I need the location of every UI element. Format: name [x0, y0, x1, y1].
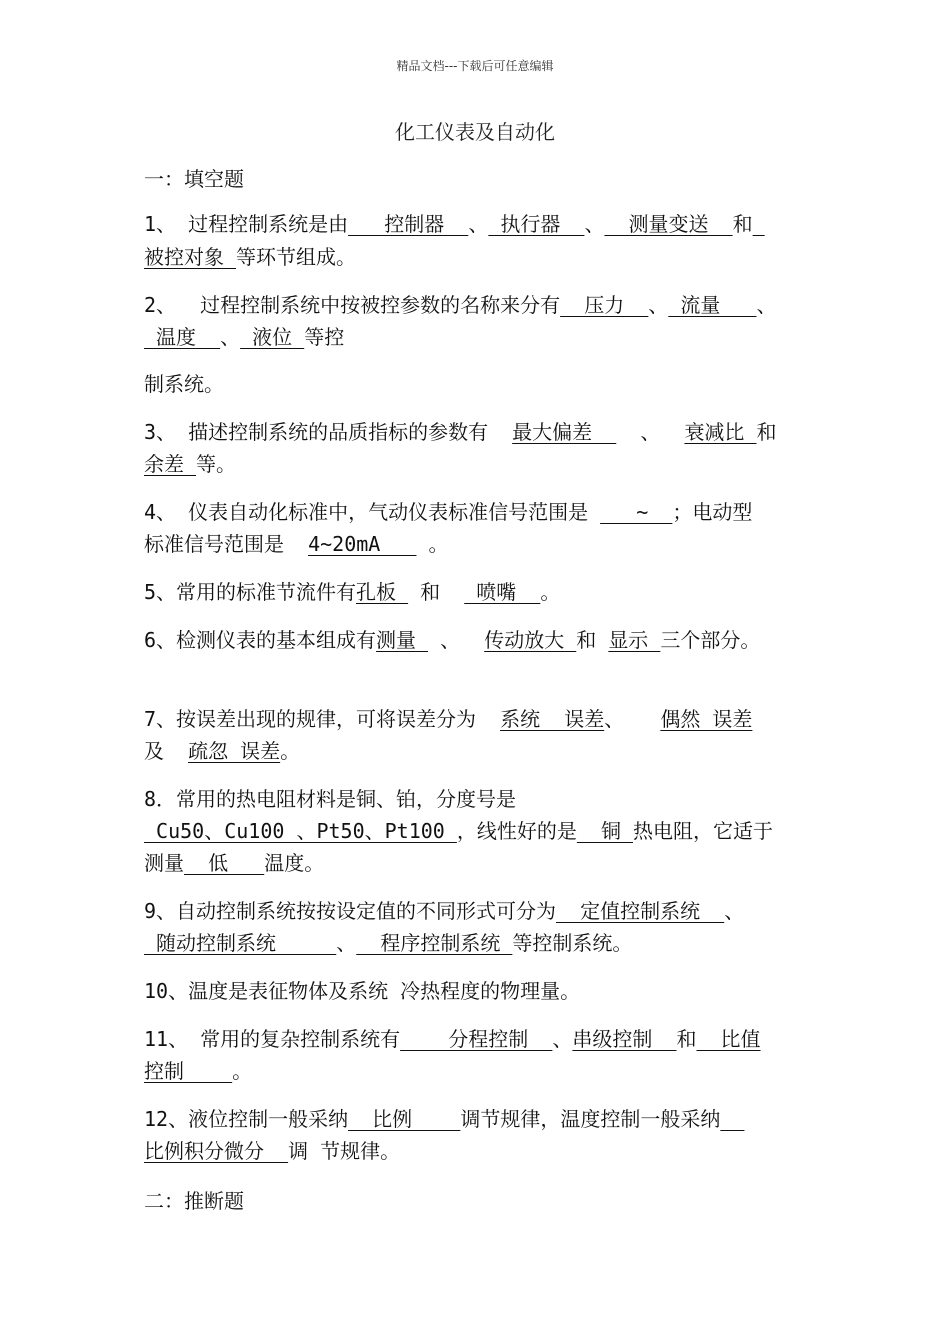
answer-blank: 流量	[668, 293, 757, 317]
answer-blank: 余差	[144, 452, 197, 476]
question-9-line-2: 随动控制系统 、 程序控制系统 等控制系统。	[144, 931, 633, 955]
answer-blank: 4~20mA	[308, 532, 417, 556]
answer-blank: 执行器	[488, 212, 585, 236]
answer-blank: 铜	[576, 819, 633, 843]
answer-blank: 比例	[348, 1107, 461, 1131]
question-8-line-2: Cu50、Cu100 、Pt50、Pt100 ，线性好的是 铜 热电阻，它适于	[144, 819, 773, 843]
answer-blank: 偶然 误差	[660, 707, 753, 731]
question-1-line-1: 1、 过程控制系统是由 控制器 、 执行器 、 测量变送 和	[144, 210, 765, 238]
answer-blank: 定值控制系统	[556, 899, 725, 923]
question-1-line-2: 被控对象 等环节组成。	[144, 245, 357, 269]
question-3-line-1: 3、 描述控制系统的品质指标的参数有 最大偏差 、 衰减比 和	[144, 420, 777, 444]
question-2-line-1: 2、 过程控制系统中按被控参数的名称来分有 压力 、 流量 、	[144, 293, 777, 317]
question-7-line-2: 及 疏忽 误差。	[144, 739, 301, 763]
answer-blank: 测量变送	[604, 212, 733, 236]
section-heading-fill-blank: 一：填空题	[144, 167, 244, 191]
answer-blank: 随动控制系统	[144, 931, 337, 955]
question-8-line-1: 8．常用的热电阻材料是铜、铂，分度号是	[144, 787, 517, 811]
answer-blank: Cu50、Cu100 、Pt50、Pt100	[144, 819, 457, 843]
question-10-line-1: 10、温度是表征物体及系统 冷热程度的物理量。	[144, 979, 581, 1003]
question-12-line-2: 比例积分微分 调 节规律。	[144, 1139, 401, 1163]
answer-blank: 程序控制系统	[356, 931, 513, 955]
answer-blank: 分程控制	[400, 1027, 553, 1051]
question-8-line-3: 测量 低 温度。	[144, 851, 325, 875]
question-7-line-1: 7、按误差出现的规律，可将误差分为 系统 误差、 偶然 误差	[144, 707, 753, 731]
answer-blank: 温度	[144, 325, 221, 349]
question-6-line-1: 6、检测仪表的基本组成有测量 、 传动放大 和 显示 三个部分。	[144, 628, 761, 652]
answer-blank	[720, 1107, 744, 1131]
question-11-line-2: 控制 。	[144, 1059, 253, 1083]
answer-blank: ~	[600, 500, 673, 524]
answer-blank: 控制	[144, 1059, 233, 1083]
answer-blank: 系统 误差	[500, 707, 605, 731]
answer-blank: 控制器	[348, 212, 469, 236]
question-3-line-2: 余差 等。	[144, 452, 237, 476]
answer-blank: 比例积分微分	[144, 1139, 289, 1163]
section-heading-judgment: 二：推断题	[144, 1189, 244, 1213]
question-2-line-3: 制系统。	[144, 372, 224, 396]
answer-blank: 孔板	[356, 580, 409, 604]
answer-blank: 比值	[696, 1027, 761, 1051]
question-4-line-1: 4、 仪表自动化标准中，气动仪表标准信号范围是 ~ ；电动型	[144, 500, 753, 524]
answer-blank: 最大偏差	[512, 420, 617, 444]
answer-blank: 传动放大	[484, 628, 577, 652]
header-watermark: 精品文档---下载后可任意编辑	[396, 59, 554, 73]
question-12-line-1: 12、液位控制一般采纳 比例 调节规律，温度控制一般采纳	[144, 1105, 744, 1133]
answer-blank: 串级控制	[572, 1027, 677, 1051]
question-9-line-1: 9、自动控制系统按按设定值的不同形式可分为 定值控制系统 、	[144, 899, 745, 923]
answer-blank: 疏忽 误差	[188, 739, 281, 763]
answer-blank: 显示	[608, 628, 661, 652]
question-2-line-2: 温度 、 液位 等控	[144, 325, 345, 349]
answer-blank: 压力	[560, 293, 649, 317]
question-5-line-1: 5、常用的标准节流件有孔板 和 喷嘴 。	[144, 580, 561, 604]
answer-blank: 低	[184, 851, 265, 875]
answer-blank: 喷嘴	[464, 580, 541, 604]
document-title: 化工仪表及自动化	[395, 120, 555, 144]
answer-blank: 测量	[376, 628, 429, 652]
answer-blank: 液位	[240, 325, 305, 349]
answer-blank: 衰减比	[684, 420, 757, 444]
question-11-line-1: 11、 常用的复杂控制系统有 分程控制 、串级控制 和 比值	[144, 1027, 761, 1051]
answer-blank	[753, 212, 765, 236]
question-4-line-2: 标准信号范围是 4~20mA 。	[144, 532, 449, 556]
answer-blank: 被控对象	[144, 245, 237, 269]
